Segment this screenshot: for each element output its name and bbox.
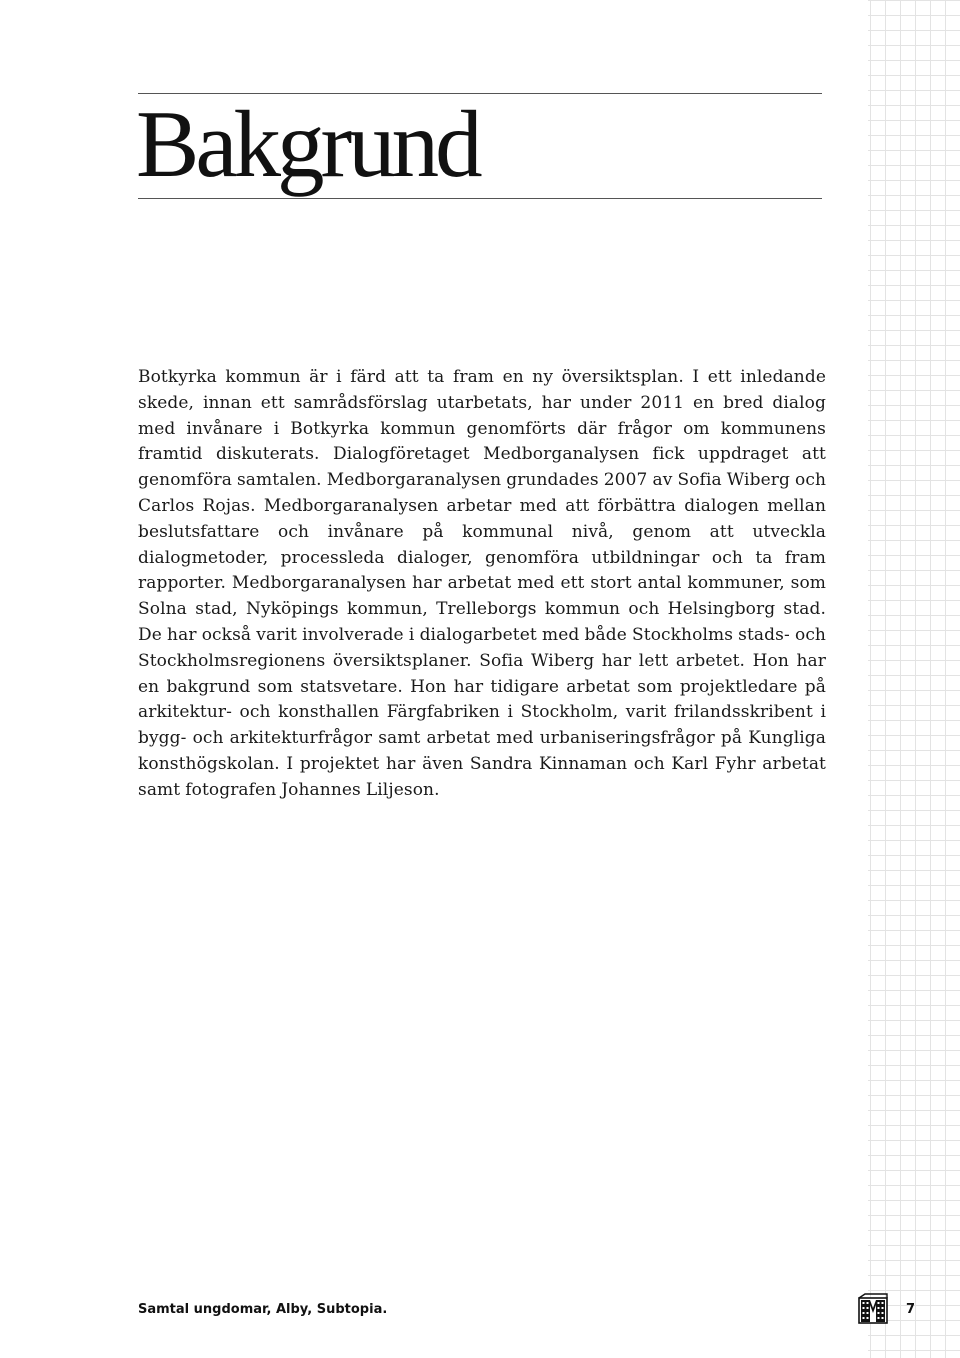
body-paragraph: Botkyrka kommun är i färd att ta fram en ny översiktsplan. I ett inledande skede, innan ett samrådsförslag utarbetats, har under 2011 en bred dialog med invånare i Botkyrka kommun genomförts där frågor om kommunens framtid diskuterats. Dialogföretaget Medborganalysen fick uppdraget att genomföra samtalen. Medborgaranalysen grundades 2007 av Sofia Wiberg och Carlos Rojas. Medborgaranalysen arbetar med att förbättra dialogen mellan beslutsfattare och invånare på kommunal nivå, genom att utveckla dialogmetoder, processleda dialoger, genomföra utbildningar och ta fram rapporter. Medborgaranalysen har arbetat med ett stort antal kommuner, som Solna stad, Nyköpings kommun, Trelleborgs kommun och Helsingborg stad. De har också varit involverade i dialogarbetet med både Stockholms stads- och Stockholmsregionens översiktsplaner. Sofia Wiberg har lett arbetet. Hon har en bakgrund som statsvetare. Hon har tidigare arbetat som projektledare på arkitektur- och konsthallen Färgfabriken i Stockholm, varit frilandsskribent i bygg- och arkitekturfrågor samt arbetat med urbaniseringsfrågor på Kungliga konsthögskolan. I projektet har även Sandra Kinnaman och Karl Fyhr arbetat samt fotografen Johannes Liljeson.: [138, 367, 826, 800]
building-logo-icon: [856, 1293, 890, 1327]
page-number: 7: [906, 1302, 916, 1317]
footer-publication-title: Samtal ungdomar, Alby, Subtopia.: [138, 1302, 388, 1317]
title-rule-bottom: [138, 198, 822, 199]
page-title: Bakgrund: [136, 91, 479, 197]
